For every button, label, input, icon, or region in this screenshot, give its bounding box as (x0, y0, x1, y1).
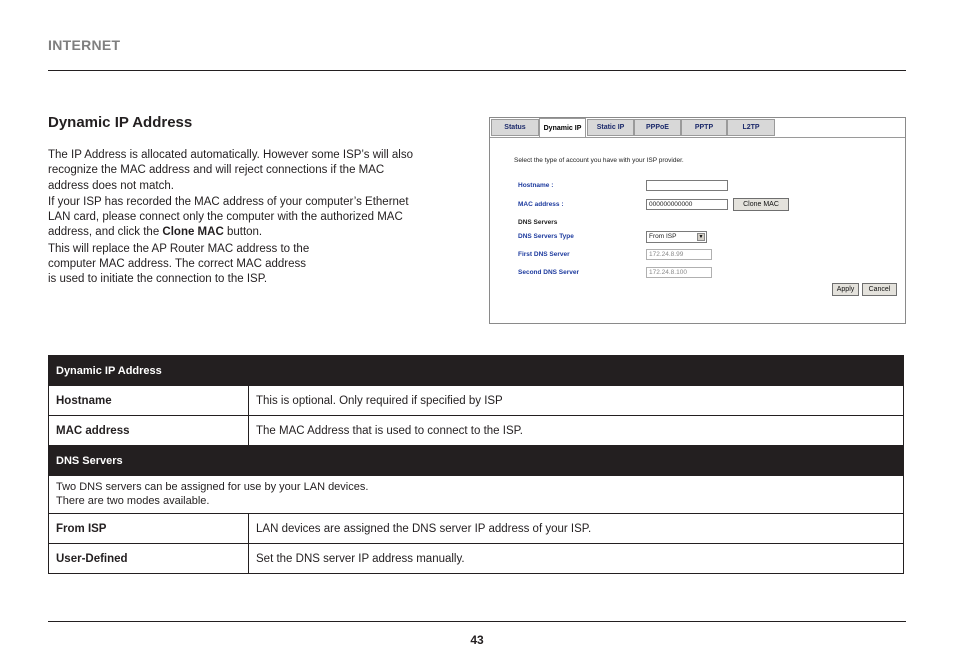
paragraph-3-line-1: This will replace the AP Router MAC address to the (48, 242, 310, 255)
dns-servers-section-title: DNS Servers (49, 446, 904, 476)
top-divider (48, 70, 906, 71)
router-settings-screenshot (489, 117, 906, 324)
tab-pptp[interactable]: PPTP (681, 119, 727, 136)
cancel-button[interactable]: Cancel (862, 283, 897, 296)
tab-dynamic-ip[interactable]: Dynamic IP (539, 118, 586, 138)
tab-underline (490, 137, 905, 138)
hostname-input[interactable] (646, 180, 728, 191)
section-header: INTERNET (48, 37, 121, 53)
paragraph-3-line-2: computer MAC address. The correct MAC address (48, 258, 306, 271)
router-instruction: Select the type of account you have with your ISP provider. (514, 157, 684, 164)
paragraph-3 (48, 242, 428, 288)
from-isp-key: From ISP (49, 514, 249, 544)
apply-button[interactable]: Apply (832, 283, 859, 296)
user-defined-key: User-Defined (49, 544, 249, 574)
chevron-down-icon[interactable]: ▼ (698, 234, 704, 240)
dns-servers-type-label: DNS Servers Type (518, 233, 574, 240)
from-isp-description: LAN devices are assigned the DNS server IP address of your ISP. (249, 514, 904, 544)
tab-status[interactable]: Status (491, 119, 539, 136)
dns-servers-note (49, 476, 904, 514)
second-dns-label: Second DNS Server (518, 269, 580, 276)
hostname-label: Hostname : (518, 182, 554, 189)
dns-note-line-1: Two DNS servers can be assigned for use by your LAN devices. (56, 481, 369, 493)
table-row (49, 514, 904, 544)
dynamic-ip-section-title: Dynamic IP Address (49, 356, 904, 386)
paragraph-2 (48, 195, 428, 241)
tab-l2tp[interactable]: L2TP (727, 119, 775, 136)
tab-static-ip[interactable]: Static IP (587, 119, 634, 136)
hostname-description: This is optional. Only required if specified by ISP (249, 386, 904, 416)
paragraph-3-line-3: is used to initiate the connection to the ISP. (48, 273, 268, 286)
mac-address-label: MAC address : (518, 201, 564, 208)
clone-mac-emphasis: Clone MAC (162, 226, 224, 239)
dns-servers-type-select[interactable] (646, 231, 707, 243)
table-section-header (49, 356, 904, 386)
clone-mac-button[interactable]: Clone MAC (733, 198, 789, 211)
mac-address-description: The MAC Address that is used to connect to the ISP. (249, 416, 904, 446)
table-row (49, 386, 904, 416)
table-row (49, 416, 904, 446)
tab-pppoe[interactable]: PPPoE (634, 119, 681, 136)
hostname-key: Hostname (49, 386, 249, 416)
second-dns-input[interactable]: 172.24.8.100 (646, 267, 712, 278)
dns-servers-label: DNS Servers (518, 219, 558, 226)
first-dns-label: First DNS Server (518, 251, 570, 258)
page-heading: Dynamic IP Address (48, 114, 193, 131)
mac-address-input[interactable]: 000000000000 (646, 199, 728, 210)
settings-table (48, 355, 904, 574)
paragraph-2-start: If your ISP has recorded the MAC address of your computer’s Ethernet LAN card, please connect only the computer with the authorized MAC address, and click the (48, 195, 409, 239)
dns-servers-type-value: From ISP (649, 233, 677, 240)
bottom-divider (48, 621, 906, 622)
table-row (49, 476, 904, 514)
first-dns-input[interactable]: 172.24.8.99 (646, 249, 712, 260)
paragraph-2-end: button. (223, 226, 263, 239)
paragraph-1: The IP Address is allocated automatically. However some ISP’s will also recognize the MAC address and will reject connections if the MAC address does not match. (48, 149, 413, 192)
table-section-header (49, 446, 904, 476)
router-tab-bar (490, 118, 905, 137)
description-text (48, 148, 428, 289)
mac-address-key: MAC address (49, 416, 249, 446)
table-row (49, 544, 904, 574)
dns-note-line-2: There are two modes available. (56, 495, 210, 507)
page-number: 43 (470, 633, 484, 647)
user-defined-description: Set the DNS server IP address manually. (249, 544, 904, 574)
